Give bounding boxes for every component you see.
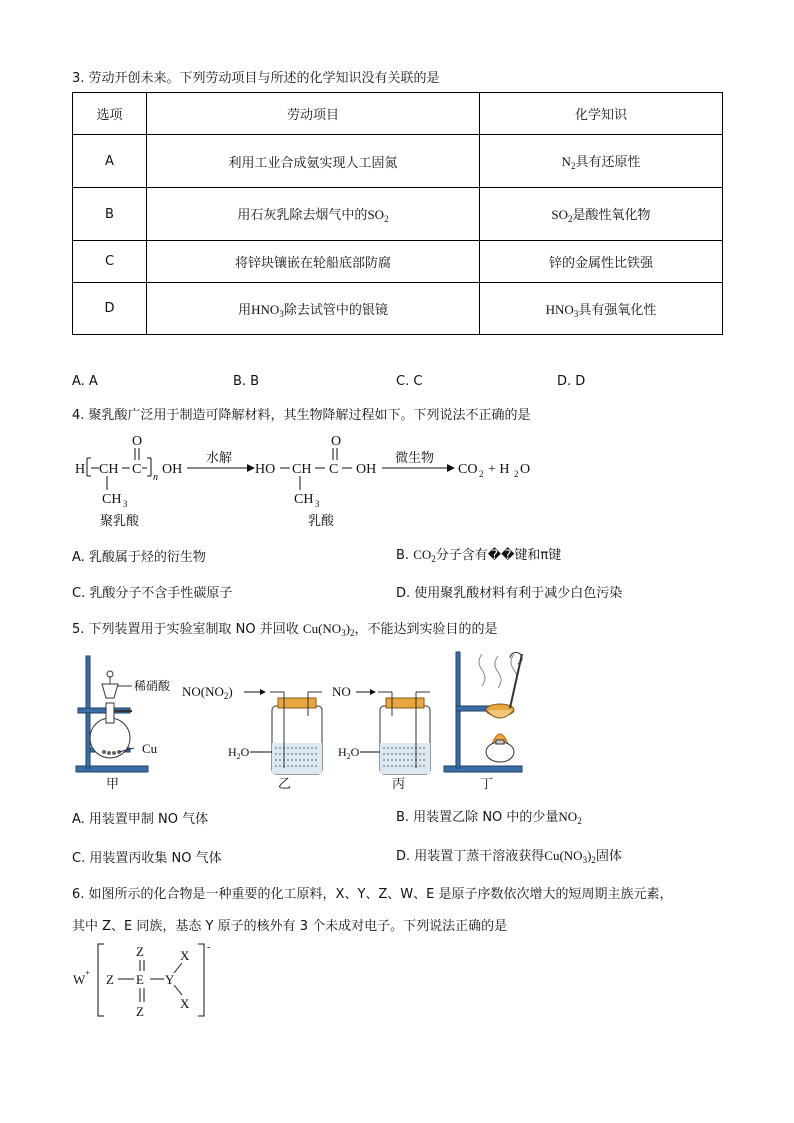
label-dilute-nitric-acid: 稀硝酸 — [134, 679, 171, 693]
svg-text:CH: CH — [99, 462, 119, 477]
q4-stem: 4. 聚乳酸广泛用于制造可降解材料，其生物降解过程如下。下列说法不正确的是 — [72, 408, 531, 423]
subscript: 3 — [573, 308, 579, 319]
svg-text:H: H — [75, 462, 86, 477]
row-a-knowledge — [480, 135, 723, 188]
table-row — [73, 135, 723, 188]
subscript: 2 — [350, 628, 355, 638]
chem-formula: HNO — [251, 301, 280, 317]
subscript: 2 — [384, 214, 389, 224]
chem-formula: N — [561, 154, 571, 169]
arrow-label-microbes: 微生物 — [395, 451, 435, 466]
q6-stem-line2: 其中 Z、E 同族，基态 Y 原子的核外有 3 个未成对电子。下列说法正确的是 — [72, 919, 508, 934]
q5-option-a[interactable]: A. 用装置甲制 NO 气体 — [72, 812, 209, 827]
row-c-option: C — [73, 241, 147, 283]
subscript: 2 — [236, 752, 241, 761]
subscript: 3 — [279, 308, 284, 319]
table-header-row — [73, 93, 723, 135]
row-b-option: B — [73, 188, 147, 241]
chem-formula: SO — [367, 207, 385, 222]
subscript: 3 — [341, 628, 346, 638]
q4-option-c[interactable]: C. 乳酸分子不含手性碳原子 — [72, 586, 233, 601]
row-c-knowledge: 锌的金属性比铁强 — [480, 241, 723, 283]
option-text: D. 用装置丁蒸干溶液获得 — [396, 849, 545, 864]
project-text: 除去试管中的银镜 — [283, 302, 388, 318]
option-prefix: B. — [396, 548, 414, 563]
subscript: 2 — [568, 214, 573, 224]
atom-y: Y — [165, 972, 175, 987]
label-gas-bing: NO — [332, 684, 351, 699]
knowledge-text: 具有还原性 — [575, 155, 641, 170]
row-b-knowledge — [480, 188, 723, 241]
row-b-project — [147, 188, 480, 241]
row-d-knowledge — [480, 283, 723, 335]
svg-text:n: n — [153, 472, 158, 483]
chem-formula: Cu(NO — [544, 848, 583, 863]
charge-minus: - — [207, 942, 211, 953]
row-a-option: A — [73, 135, 147, 188]
chem-formula: ) — [345, 621, 351, 636]
q4-option-b[interactable] — [396, 544, 561, 564]
svg-text:O: O — [132, 434, 143, 449]
project-text: 用石灰乳除去烟气中的 — [237, 208, 368, 223]
compound-structure — [72, 938, 222, 1023]
chem-formula: ) — [587, 848, 592, 863]
label-polymer: 聚乳酸 — [100, 514, 140, 529]
svg-text:2: 2 — [514, 469, 519, 479]
q5-option-d[interactable] — [396, 845, 622, 865]
label-water-bing — [338, 745, 360, 761]
option-text: 固体 — [595, 849, 622, 864]
q5-option-b[interactable] — [396, 806, 582, 826]
knowledge-text: 具有强氧化性 — [578, 302, 657, 318]
q5-option-c[interactable]: C. 用装置丙收集 NO 气体 — [72, 851, 222, 866]
subscript: 2 — [431, 554, 436, 564]
water-formula: O — [240, 745, 250, 759]
q6-stem-line1: 6. 如图所示的化合物是一种重要的化工原料，X、Y、Z、W、E 是原子序数依次增大的短周期主族元素， — [72, 887, 673, 902]
stem-text: 5. 下列装置用于实验室制取 NO 并回收 — [72, 622, 299, 637]
svg-text:C: C — [329, 462, 339, 477]
atom-z-bottom: Z — [136, 1004, 144, 1019]
svg-text:+ H: + H — [488, 462, 510, 477]
q4-option-d[interactable]: D. 使用聚乳酸材料有利于减少白色污染 — [396, 586, 623, 601]
svg-text:2: 2 — [479, 469, 484, 479]
svg-text:C: C — [132, 462, 142, 477]
q3-answer-a[interactable]: A. A — [72, 374, 98, 389]
header-knowledge: 化学知识 — [480, 93, 723, 135]
header-option: 选项 — [73, 93, 147, 135]
gas-formula: ) — [228, 684, 233, 699]
charge-plus: + — [85, 968, 91, 978]
row-d-project — [147, 283, 480, 335]
label-jia: 甲 — [106, 777, 120, 792]
water-formula: H — [338, 745, 347, 759]
label-gas-yi — [182, 684, 233, 701]
q3-answer-d[interactable]: D. D — [557, 374, 586, 389]
subscript: 2 — [223, 691, 229, 701]
apparatus-ding — [444, 652, 522, 792]
svg-text:OH: OH — [356, 462, 377, 477]
subscript: 2 — [577, 816, 582, 826]
q3-table — [72, 92, 723, 335]
svg-text:O: O — [520, 462, 531, 477]
chem-formula: CO — [413, 547, 432, 562]
apparatus-figure — [72, 648, 532, 793]
svg-text:3: 3 — [123, 499, 128, 509]
svg-text:CH: CH — [294, 492, 314, 507]
svg-text:CO: CO — [458, 462, 478, 477]
degradation-scheme — [72, 430, 542, 530]
row-d-option: D — [73, 283, 147, 335]
chem-formula: HNO — [545, 301, 574, 317]
table-row — [73, 241, 723, 283]
chem-formula: NO — [558, 809, 578, 824]
subscript: 2 — [346, 752, 351, 761]
label-water-yi — [228, 745, 250, 761]
q3-stem: 3. 劳动开创未来。下列劳动项目与所述的化学知识没有关联的是 — [72, 71, 440, 86]
subscript: 3 — [582, 855, 588, 865]
apparatus-yi — [182, 684, 322, 792]
q3-answer-b[interactable]: B. B — [233, 374, 260, 389]
chem-formula: SO — [551, 207, 569, 222]
chem-formula: Cu(NO — [302, 621, 342, 636]
q3-answer-c[interactable]: C. C — [396, 374, 423, 389]
table-row — [73, 188, 723, 241]
atom-z-top: Z — [136, 944, 144, 959]
svg-text:CH: CH — [292, 462, 312, 477]
project-text: 用 — [238, 302, 252, 318]
label-yi: 乙 — [278, 777, 292, 792]
option-text: 分子含有��键和π键 — [435, 548, 562, 563]
gas-formula: NO(NO — [182, 684, 224, 699]
atom-w: W — [73, 972, 86, 987]
atom-x-top: X — [180, 948, 190, 963]
apparatus-bing — [332, 684, 430, 792]
arrow-label-hydrolysis: 水解 — [206, 451, 233, 466]
label-copper: Cu — [142, 741, 158, 756]
svg-text:HO: HO — [255, 462, 276, 477]
row-a-project: 利用工业合成氨实现人工固氮 — [147, 135, 480, 188]
apparatus-jia — [76, 656, 171, 792]
svg-text:OH: OH — [162, 462, 183, 477]
subscript: 2 — [591, 855, 596, 865]
svg-text:3: 3 — [315, 499, 320, 509]
q5-stem — [72, 618, 498, 638]
water-formula: O — [350, 745, 360, 759]
svg-text:O: O — [331, 434, 342, 449]
water-formula: H — [228, 745, 237, 759]
knowledge-text: 是酸性氧化物 — [572, 208, 651, 223]
option-text: B. 用装置乙除 NO 中的少量 — [396, 810, 559, 825]
atom-e: E — [136, 972, 144, 987]
table-row — [73, 283, 723, 335]
label-lactic-acid: 乳酸 — [308, 514, 335, 529]
header-project: 劳动项目 — [147, 93, 480, 135]
q4-option-a[interactable]: A. 乳酸属于烃的衍生物 — [72, 550, 206, 565]
stem-text: ，不能达到实验目的的是 — [354, 622, 498, 637]
subscript: 2 — [570, 161, 576, 171]
svg-text:CH: CH — [102, 492, 122, 507]
label-bing: 丙 — [392, 777, 406, 792]
label-ding: 丁 — [480, 777, 494, 792]
atom-x-bottom: X — [180, 996, 190, 1011]
row-c-project: 将锌块镶嵌在轮船底部防腐 — [147, 241, 480, 283]
atom-z-left: Z — [106, 972, 114, 987]
